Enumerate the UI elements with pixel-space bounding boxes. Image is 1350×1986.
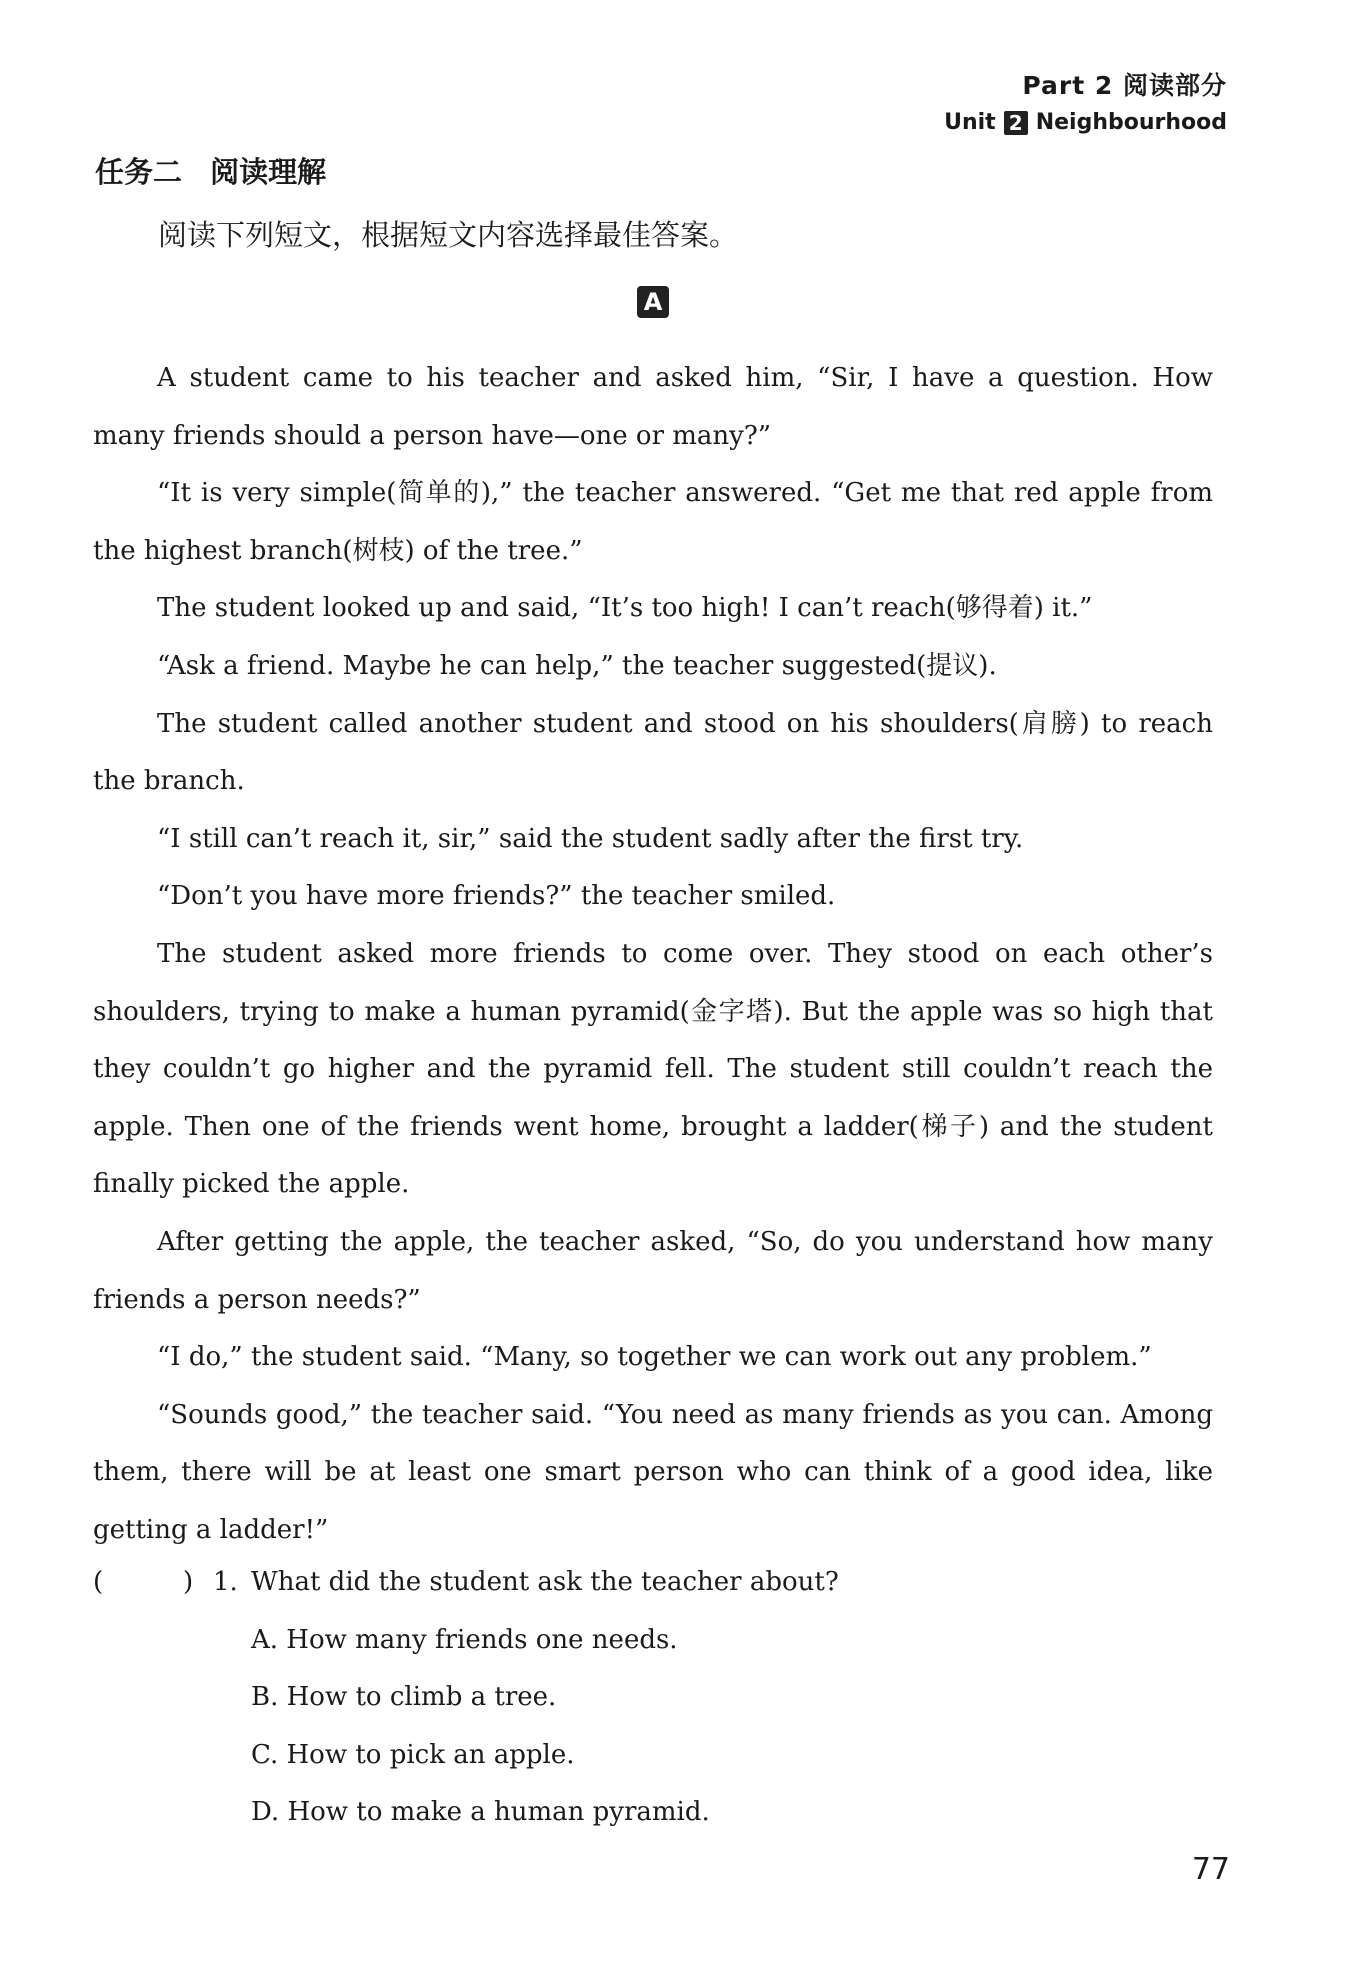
option-c[interactable]: C. How to pick an apple. xyxy=(251,1739,575,1770)
question-1 xyxy=(93,1554,1213,1842)
answer-bracket-open[interactable]: ( xyxy=(93,1567,104,1597)
answer-bracket-close: ) xyxy=(183,1567,194,1597)
question-number: 1. xyxy=(213,1567,238,1597)
passage-paragraph: A student came to his teacher and asked him, “Sir, I have a question. How many friends should a person have—one or many?” xyxy=(93,363,1213,451)
question-stem-row xyxy=(93,1554,1213,1612)
passage-paragraph: “Ask a friend. Maybe he can help,” the teacher suggested(提议). xyxy=(157,650,997,681)
passage-paragraph: “Sounds good,” the teacher said. “You need as many friends as you can. Among them, there will be at least one smart person who can think of a good idea, like getting a ladder!” xyxy=(93,1399,1213,1545)
page-number: 77 xyxy=(1191,1852,1230,1887)
passage-paragraph: The student called another student and stood on his shoulders(肩膀) to reach the branch. xyxy=(93,708,1213,797)
passage-paragraph: After getting the apple, the teacher asked, “So, do you understand how many friends a person needs?” xyxy=(93,1226,1213,1315)
reading-passage xyxy=(93,350,1213,1559)
option-d[interactable]: D. How to make a human pyramid. xyxy=(251,1797,710,1828)
task-title: 任务二 阅读理解 xyxy=(95,155,327,189)
passage-paragraph: The student looked up and said, “It’s too high! I can’t reach(够得着) it.” xyxy=(157,593,1093,624)
unit-label: Unit xyxy=(944,110,996,135)
running-header xyxy=(944,66,1227,135)
header-part: Part 2 阅读部分 xyxy=(1022,71,1227,100)
passage-paragraph: “I do,” the student said. “Many, so together we can work out any problem.” xyxy=(157,1342,1152,1373)
option-b[interactable]: B. How to climb a tree. xyxy=(251,1682,557,1713)
question-options xyxy=(251,1612,1213,1842)
header-unit xyxy=(944,110,1227,135)
instruction: 阅读下列短文，根据短文内容选择最佳答案。 xyxy=(158,218,739,252)
option-a[interactable]: A. How many friends one needs. xyxy=(251,1624,678,1655)
passage-paragraph: “It is very simple(简单的),” the teacher answered. “Get me that red apple from the highest branch(树枝) of the tree.” xyxy=(93,478,1213,566)
passage-paragraph: “Don’t you have more friends?” the teacher smiled. xyxy=(157,881,836,912)
unit-number-badge: 2 xyxy=(1004,111,1028,135)
passage-paragraph: “I still can’t reach it, sir,” said the student sadly after the first try. xyxy=(157,823,1024,854)
section-a-badge: A xyxy=(637,286,669,318)
question-stem: What did the student ask the teacher about? xyxy=(251,1567,839,1597)
passage-paragraph: The student asked more friends to come over. They stood on each other’s shoulders, trying to make a human pyramid(金字塔). But the apple was so high that they couldn’t go higher and the pyramid fell. The student still couldn’t reach the apple. Then one of the friends went home, brought a ladder(梯子) and the student finally picked the apple. xyxy=(93,938,1213,1200)
unit-name: Neighbourhood xyxy=(1035,110,1227,135)
